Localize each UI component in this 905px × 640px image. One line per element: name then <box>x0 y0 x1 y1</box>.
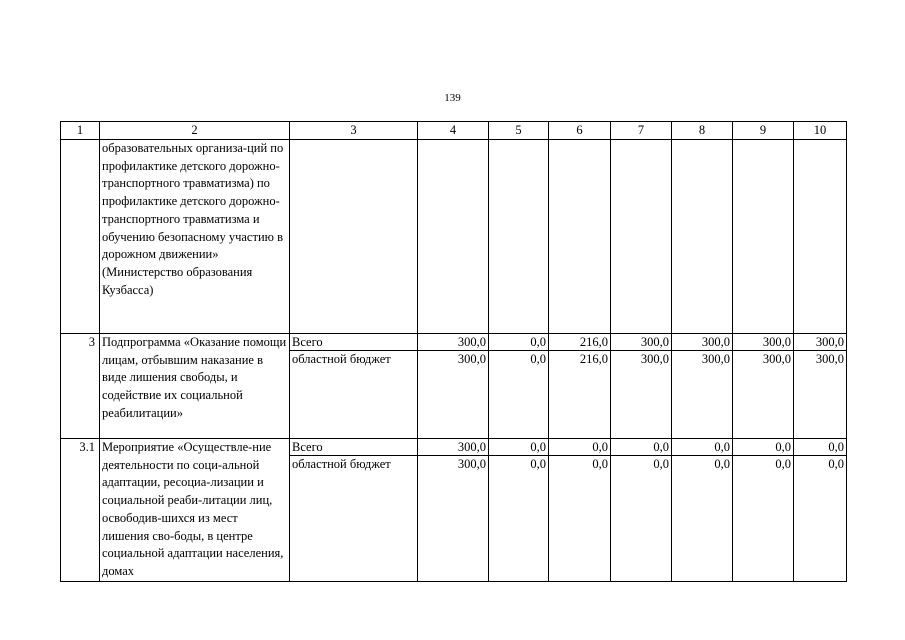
funding-value: 0,0 <box>714 457 730 471</box>
value-cell <box>489 439 549 582</box>
funding-value: 0,0 <box>828 457 844 471</box>
funding-value: 0,0 <box>530 352 546 366</box>
funding-value: 300,0 <box>640 352 669 366</box>
funding-value: 300,0 <box>794 334 846 351</box>
page-number: 139 <box>444 92 461 104</box>
funding-source: областной бюджет <box>292 457 391 471</box>
value-cell <box>418 334 489 439</box>
value-cell <box>794 334 847 439</box>
funding-value: 300,0 <box>733 334 793 351</box>
table-row <box>61 140 847 334</box>
value-cell <box>733 439 794 582</box>
funding-source-cell <box>290 140 418 334</box>
funding-value: 0,0 <box>672 439 732 456</box>
row-description: Подпрограмма «Оказание помощи лицам, отбывшим наказание в виде лишения свободы, и содействие их социальной реабилитации» <box>100 334 290 439</box>
funding-value: 0,0 <box>653 457 669 471</box>
funding-source: Всего <box>290 439 417 456</box>
header-cell: 1 <box>61 122 100 140</box>
header-cell: 10 <box>794 122 847 140</box>
funding-value: 300,0 <box>815 352 844 366</box>
header-cell: 7 <box>611 122 672 140</box>
header-cell: 8 <box>672 122 733 140</box>
funding-value: 0,0 <box>530 457 546 471</box>
funding-value: 0,0 <box>489 334 548 351</box>
value-cell <box>549 140 611 334</box>
value-cell <box>489 140 549 334</box>
funding-value: 300,0 <box>701 352 730 366</box>
header-cell: 4 <box>418 122 489 140</box>
table-row <box>61 334 847 439</box>
value-cell <box>549 439 611 582</box>
funding-value: 0,0 <box>611 439 671 456</box>
funding-value: 300,0 <box>672 334 732 351</box>
value-cell <box>672 439 733 582</box>
funding-value: 0,0 <box>794 439 846 456</box>
row-index: 3.1 <box>61 439 100 582</box>
value-cell <box>549 334 611 439</box>
row-description: Мероприятие «Осуществле-ние деятельности по соци-альной адаптации, ресоциа-лизации и социальной реаби-литации лиц, освободив-шихся из мест лишения сво-боды, в центре социальной адаптации населения, домах <box>100 439 290 582</box>
value-cell <box>611 334 672 439</box>
value-cell <box>672 334 733 439</box>
row-description: образовательных организа-ций по профилактике детского дорожно-транспортного травматизма) по профилактике детского дорожно-транспортного травматизма и обучению безопасному участию в дорожном движении» (Министерство образования Кузбасса) <box>100 140 290 334</box>
funding-source-cell <box>290 439 418 582</box>
header-cell: 2 <box>100 122 290 140</box>
table-header-row <box>61 122 847 140</box>
budget-table <box>60 121 847 582</box>
value-cell <box>672 140 733 334</box>
funding-value: 0,0 <box>489 439 548 456</box>
funding-source: Всего <box>290 334 417 351</box>
value-cell <box>418 140 489 334</box>
row-index: 3 <box>61 334 100 439</box>
funding-value: 0,0 <box>549 439 610 456</box>
header-cell: 3 <box>290 122 418 140</box>
value-cell <box>733 334 794 439</box>
value-cell <box>489 334 549 439</box>
header-cell: 9 <box>733 122 794 140</box>
value-cell <box>418 439 489 582</box>
funding-value: 0,0 <box>775 457 791 471</box>
value-cell <box>611 439 672 582</box>
header-cell: 5 <box>489 122 549 140</box>
funding-value: 300,0 <box>457 457 486 471</box>
value-cell <box>733 140 794 334</box>
table-row <box>61 439 847 582</box>
value-cell <box>611 140 672 334</box>
value-cell <box>794 140 847 334</box>
funding-value: 0,0 <box>733 439 793 456</box>
funding-source-cell <box>290 334 418 439</box>
value-cell <box>794 439 847 582</box>
funding-source: областной бюджет <box>292 352 391 366</box>
funding-value: 0,0 <box>592 457 608 471</box>
funding-value: 300,0 <box>418 334 488 351</box>
funding-value: 216,0 <box>549 334 610 351</box>
header-cell: 6 <box>549 122 611 140</box>
row-index-cell <box>61 140 100 334</box>
funding-value: 300,0 <box>418 439 488 456</box>
funding-value: 300,0 <box>611 334 671 351</box>
funding-value: 300,0 <box>457 352 486 366</box>
funding-value: 216,0 <box>579 352 608 366</box>
funding-value: 300,0 <box>762 352 791 366</box>
